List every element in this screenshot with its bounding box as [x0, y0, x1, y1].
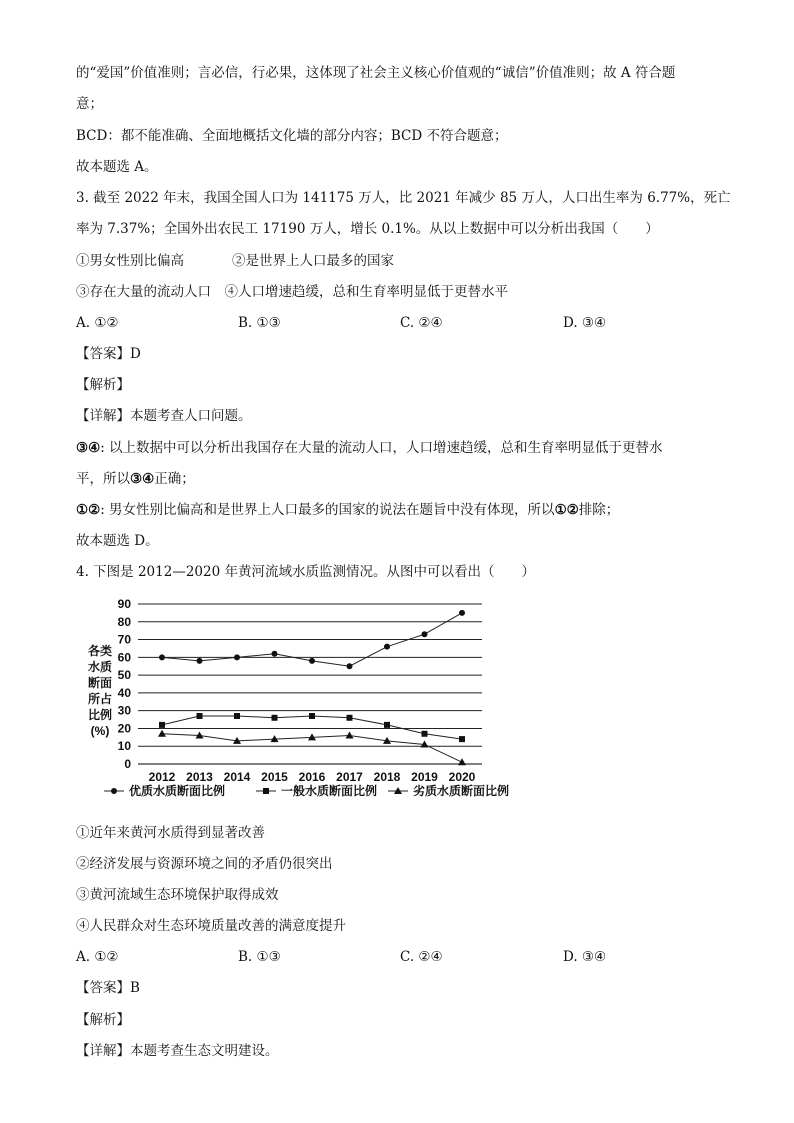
explanation-text: 排除；: [578, 502, 620, 518]
series: [158, 610, 466, 765]
explanation-line: [76, 439, 663, 457]
explanation-numbers: ①②: [76, 502, 101, 518]
y-tick-labels: [118, 597, 132, 771]
data-point: [346, 732, 354, 739]
option-b: B. ①③: [238, 949, 281, 965]
x-tick-label: 2020: [448, 770, 476, 784]
statement-3: ③黄河流域生态环境保护取得成效: [76, 887, 279, 903]
x-tick-label: 2012: [148, 770, 176, 784]
data-point: [384, 644, 390, 650]
option-d: D. ③④: [563, 949, 607, 965]
data-point: [159, 722, 165, 728]
water-quality-chart: [76, 592, 526, 807]
data-point: [384, 722, 390, 728]
y-axis-label-line: 比例: [87, 708, 113, 722]
data-point: [459, 736, 465, 742]
y-axis-label-line: 断面: [87, 676, 113, 690]
data-point: [458, 758, 466, 765]
question-3-stem: 3. 截至 2022 年末，我国全国人口为 141175 万人，比 2021 年减少 85 万人，人口出生率为 6.77%，死亡: [76, 190, 731, 206]
answer-tag: 【答案】: [76, 980, 130, 996]
option-c: C. ②④: [400, 315, 443, 331]
data-point: [309, 713, 315, 719]
answer-value: D: [130, 346, 141, 362]
question-4-stem: 4. 下图是 2012—2020 年黄河流域水质监测情况。从图中可以看出（ ）: [76, 564, 535, 580]
explanation-text: : 男女性别比偏高和是世界上人口最多的国家的说法在题旨中没有体现，所以: [100, 502, 555, 518]
legend-label: 劣质水质断面比例: [413, 784, 510, 798]
option-a: A. ①②: [76, 315, 119, 331]
explanation-text: 平，所以: [76, 471, 130, 487]
conclusion-line: 故本题选 D。: [76, 533, 159, 549]
legend-label: 优质水质断面比例: [129, 784, 226, 798]
text-line: BCD：都不能准确、全面地概括文化墙的部分内容；BCD 不符合题意；: [76, 128, 508, 144]
legend: [104, 783, 509, 798]
detail-tag: 【详解】: [76, 1043, 130, 1059]
y-tick-label: 60: [117, 650, 131, 665]
y-axis-label-line: 所占: [87, 692, 113, 706]
text-line: 意；: [76, 96, 103, 112]
explanation-numbers: ③④: [130, 471, 155, 487]
y-tick-label: 0: [124, 757, 131, 771]
y-axis-label-line: 各类: [87, 644, 113, 658]
explanation-line: [76, 501, 619, 519]
x-tick-label: 2017: [336, 770, 363, 784]
data-point: [272, 651, 278, 657]
data-point: [197, 713, 203, 719]
explanation-numbers: ③④: [76, 440, 101, 456]
explanation-line: [76, 470, 195, 488]
explanation-text: : 以上数据中可以分析出我国存在大量的流动人口，人口增速趋缓，总和生育率明显低于更替水: [100, 440, 663, 456]
question-3-stem: 率为 7.37%；全国外出农民工 17190 万人，增长 0.1%。从以上数据中可以分析出我国（ ）: [76, 221, 659, 237]
statement-4: ④人民群众对生态环境质量改善的满意度提升: [76, 918, 346, 934]
series-3: [158, 730, 466, 765]
data-point: [158, 730, 166, 737]
data-point: [459, 610, 465, 616]
x-tick-label: 2019: [411, 770, 438, 784]
x-tick-label: 2018: [373, 770, 401, 784]
y-tick-label: 40: [117, 685, 131, 700]
statement-1: ①男女性别比偏高: [76, 253, 184, 269]
text-line: 故本题选 A。: [76, 159, 158, 175]
x-tick-label: 2013: [186, 770, 213, 784]
option-d: D. ③④: [563, 315, 607, 331]
data-point: [422, 631, 428, 637]
analysis-tag: 【解析】: [76, 377, 130, 393]
x-tick-label: 2014: [223, 770, 251, 784]
y-tick-label: 50: [117, 668, 131, 683]
statement-2: ②经济发展与资源环境之间的矛盾仍很突出: [76, 856, 333, 872]
option-c: C. ②④: [400, 949, 443, 965]
x-tick-label: 2015: [261, 770, 288, 784]
data-point: [309, 658, 315, 664]
text-line: 的“爱国”价值准则；言必信，行必果，这体现了社会主义核心价值观的“诚信”价值准则；故 A 符合题: [76, 65, 676, 81]
legend-marker: [263, 788, 269, 794]
detail-line: [76, 1042, 279, 1060]
y-axis-label: [88, 643, 112, 738]
explanation-numbers: ①②: [554, 502, 579, 518]
data-point: [272, 715, 278, 721]
answer-line: [76, 979, 140, 997]
explanation-text: 正确；: [154, 471, 195, 487]
statement-1: ①近年来黄河水质得到显著改善: [76, 825, 265, 841]
answer-tag: 【答案】: [76, 346, 130, 362]
y-tick-label: 20: [117, 721, 131, 736]
option-b: B. ①③: [238, 315, 281, 331]
option-a: A. ①②: [76, 949, 119, 965]
legend-label: 一般水质断面比例: [281, 784, 378, 798]
legend-marker: [111, 788, 117, 794]
data-point: [422, 731, 428, 737]
y-axis-label-line: 水质: [87, 660, 113, 674]
statement-2: ②是世界上人口最多的国家: [232, 253, 394, 269]
detail-text: 本题考查生态文明建设。: [130, 1043, 279, 1059]
y-tick-label: 10: [117, 739, 131, 754]
data-point: [347, 715, 353, 721]
y-tick-label: 70: [117, 632, 131, 647]
y-tick-label: 80: [117, 614, 131, 629]
analysis-tag: 【解析】: [76, 1012, 130, 1028]
answer-line: [76, 345, 141, 363]
data-point: [347, 663, 353, 669]
detail-line: [76, 407, 252, 425]
x-tick-label: 2016: [298, 770, 326, 784]
y-axis-label-line: (%): [90, 724, 110, 738]
y-tick-label: 30: [117, 703, 131, 718]
detail-text: 本题考查人口问题。: [130, 408, 252, 424]
answer-value: B: [130, 980, 140, 996]
data-point: [234, 654, 240, 660]
detail-tag: 【详解】: [76, 408, 130, 424]
data-point: [197, 658, 203, 664]
y-tick-label: 90: [117, 597, 131, 611]
statement-3-4: ③存在大量的流动人口 ④人口增速趋缓，总和生育率明显低于更替水平: [76, 284, 508, 300]
x-tick-labels: [149, 770, 476, 784]
data-point: [234, 713, 240, 719]
data-point: [159, 654, 165, 660]
